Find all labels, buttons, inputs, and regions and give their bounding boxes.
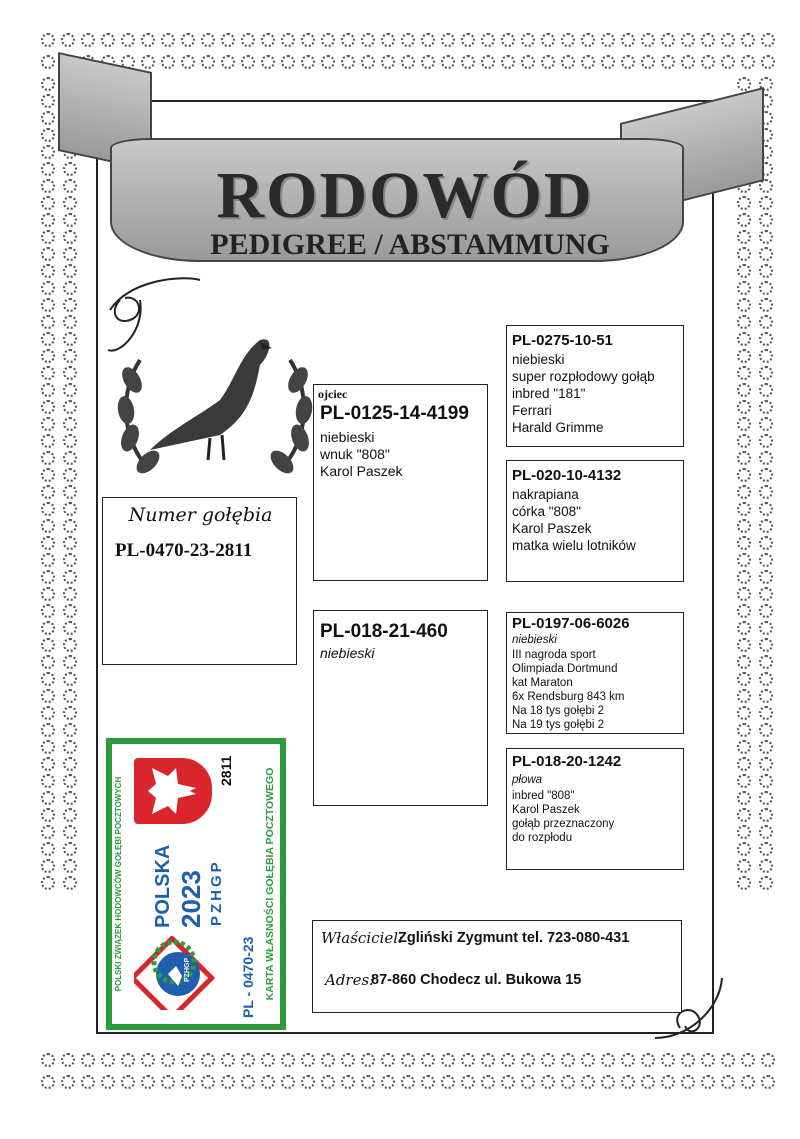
gp-mm-color: płowa <box>512 774 543 786</box>
pigeon-emblem <box>110 320 320 500</box>
gp-mm-line: Karol Paszek <box>512 804 580 816</box>
gp-ff-line: inbred "181" <box>512 386 586 401</box>
gp-ff-ring: PL-0275-10-51 <box>512 332 613 349</box>
card-title: KARTA WŁASNOŚCI GOŁĘBIA POCZTOWEGO <box>264 767 276 1001</box>
logo-text: PZHGP <box>184 957 191 982</box>
father-ring: PL-0125-14-4199 <box>320 403 469 424</box>
gp-mf-line: Na 18 tys gołębi 2 <box>512 705 605 717</box>
gp-mf-color: niebieski <box>512 634 557 646</box>
card-code: PZHGP <box>208 859 225 926</box>
grandfather-mother-side-box <box>506 612 684 734</box>
border-left <box>38 74 82 1050</box>
gp-fm-line: Karol Paszek <box>512 521 592 536</box>
grandmother-mother-side-box <box>506 748 684 870</box>
card-country: POLSKA <box>152 844 174 928</box>
father-line: wnuk "808" <box>320 446 390 462</box>
gp-ff-line: super rozpłodowy gołąb <box>512 369 655 384</box>
card-ring-suffix: 2811 <box>218 755 234 786</box>
card-ring-number: PL - 0470-23 <box>240 936 256 1018</box>
gp-fm-line: córka "808" <box>512 504 581 519</box>
card-year: 2023 <box>176 870 206 928</box>
card-org-text: POLSKI ZWIĄZEK HODOWCÓW GOŁĘBI POCZTOWYCH <box>114 776 123 992</box>
gp-mm-line: do rozpłodu <box>512 832 573 844</box>
father-role: ojciec <box>318 387 348 401</box>
page-title: RODOWÓD <box>216 159 594 232</box>
mother-box <box>313 610 488 806</box>
grandmother-father-side-box <box>506 460 684 582</box>
gp-fm-line: matka wielu lotników <box>512 538 636 553</box>
gp-mm-line: inbred "808" <box>512 790 575 802</box>
eagle-emblem <box>134 758 212 824</box>
border-bottom <box>38 1050 778 1094</box>
gp-ff-line: niebieski <box>512 352 565 367</box>
pigeon-number-box <box>102 497 297 665</box>
pigeon-number-heading: Numer gołębia <box>128 504 273 526</box>
gp-mm-line: gołąb przeznaczony <box>512 818 615 830</box>
father-line: Karol Paszek <box>320 463 403 479</box>
border-top <box>38 30 778 74</box>
gp-mf-ring: PL-0197-06-6026 <box>512 615 630 632</box>
gp-mm-ring: PL-018-20-1242 <box>512 753 622 770</box>
pigeon-number: PL-0470-23-2811 <box>115 540 253 561</box>
mother-color: niebieski <box>320 645 375 661</box>
owner-box <box>312 920 682 1013</box>
gp-mf-line: kat Maraton <box>512 677 573 689</box>
gp-ff-line: Ferrari <box>512 403 552 418</box>
gp-ff-line: Harald Grimme <box>512 420 604 435</box>
ownership-card <box>106 738 286 1030</box>
owner-label: Właściciel: <box>321 929 404 947</box>
father-box <box>313 384 488 581</box>
address-value: 87-860 Chodecz ul. Bukowa 15 <box>371 972 582 988</box>
gp-fm-line: nakrapiana <box>512 487 579 502</box>
gp-mf-line: Olimpiada Dortmund <box>512 663 618 675</box>
border-right <box>734 74 778 1050</box>
father-line: niebieski <box>320 429 375 445</box>
gp-mf-line: III nagroda sport <box>512 649 596 661</box>
gp-mf-line: 6x Rendsburg 843 km <box>512 691 625 703</box>
page-subtitle: PEDIGREE / ABSTAMMUNG <box>210 228 610 261</box>
grandfather-father-side-box <box>506 325 684 447</box>
address-label: Adres: <box>325 971 375 989</box>
gp-fm-ring: PL-020-10-4132 <box>512 467 622 484</box>
pzhgp-logo <box>134 936 230 1010</box>
mother-ring: PL-018-21-460 <box>320 621 448 642</box>
owner-value: Zgliński Zygmunt tel. 723-080-431 <box>398 930 630 946</box>
gp-mf-line: Na 19 tys gołębi 2 <box>512 719 605 731</box>
